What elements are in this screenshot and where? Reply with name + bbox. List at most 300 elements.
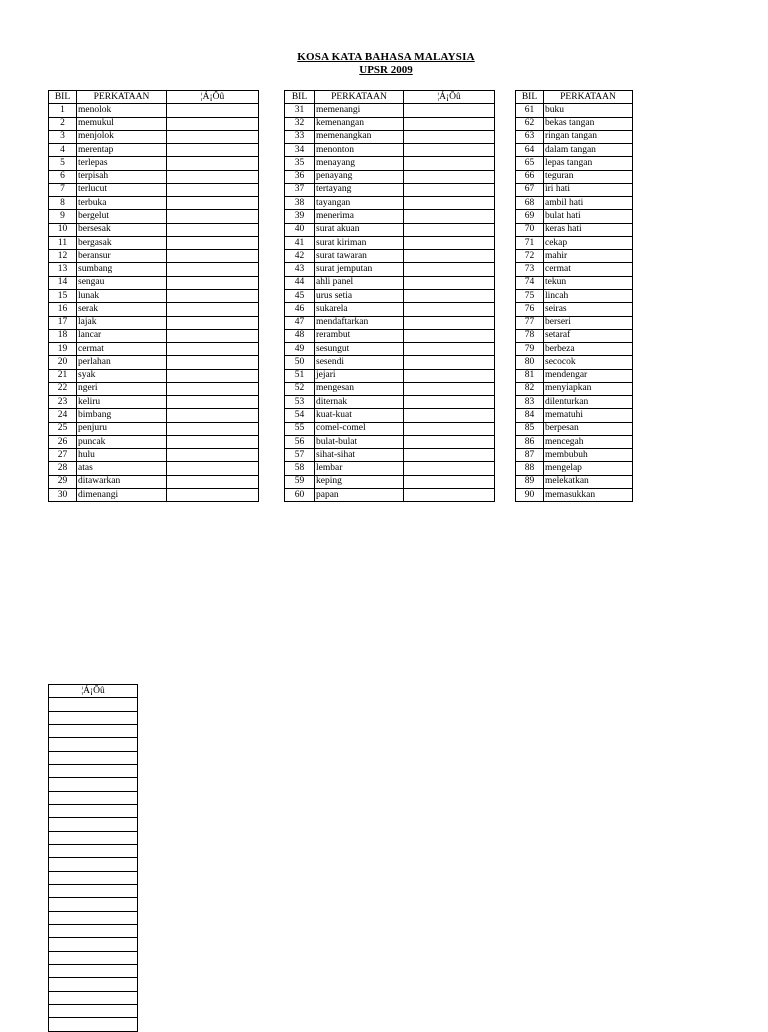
word-cell: merentap — [77, 144, 167, 157]
table-row — [49, 236, 259, 249]
table-row — [49, 924, 138, 937]
word-cell: ahli panel — [315, 276, 404, 289]
word-cell: lunak — [77, 289, 167, 302]
row-number: 53 — [285, 396, 315, 409]
blank-cell — [49, 924, 138, 937]
table-row — [49, 449, 259, 462]
word-cell: terbuka — [77, 197, 167, 210]
table-row — [516, 356, 633, 369]
word-cell: buku — [544, 104, 633, 117]
row-number: 15 — [49, 289, 77, 302]
row-number: 13 — [49, 263, 77, 276]
word-cell: memasukkan — [544, 488, 633, 501]
row-number: 74 — [516, 276, 544, 289]
row-number: 27 — [49, 449, 77, 462]
word-cell: bulat-bulat — [315, 435, 404, 448]
table-row — [49, 329, 259, 342]
row-number: 31 — [285, 104, 315, 117]
word-cell: cekap — [544, 236, 633, 249]
blank-cell — [404, 170, 495, 183]
col-header-perkataan: PERKATAAN — [77, 91, 167, 104]
word-cell: surat akuan — [315, 223, 404, 236]
word-cell: menerima — [315, 210, 404, 223]
table-row — [285, 343, 495, 356]
row-number: 88 — [516, 462, 544, 475]
row-number: 18 — [49, 329, 77, 342]
blank-cell — [49, 978, 138, 991]
word-cell: memukul — [77, 117, 167, 130]
word-cell: memenangi — [315, 104, 404, 117]
blank-cell — [404, 329, 495, 342]
word-cell: mendengar — [544, 369, 633, 382]
table-row — [285, 276, 495, 289]
blank-cell — [404, 210, 495, 223]
table-row — [49, 276, 259, 289]
row-number: 41 — [285, 236, 315, 249]
row-number: 45 — [285, 289, 315, 302]
row-number: 28 — [49, 462, 77, 475]
word-cell: dilenturkan — [544, 396, 633, 409]
blank-cell — [404, 117, 495, 130]
word-cell: terlucut — [77, 183, 167, 196]
table-row — [49, 382, 259, 395]
col-header-perkataan: PERKATAAN — [544, 91, 633, 104]
table-row — [285, 475, 495, 488]
table-row — [285, 250, 495, 263]
table-row — [285, 197, 495, 210]
word-cell: ambil hati — [544, 197, 633, 210]
word-cell: memenangkan — [315, 130, 404, 143]
table-row — [49, 818, 138, 831]
blank-cell — [49, 871, 138, 884]
word-cell: terlepas — [77, 157, 167, 170]
row-number: 86 — [516, 435, 544, 448]
blank-cell — [167, 223, 259, 236]
word-cell: seiras — [544, 303, 633, 316]
row-number: 51 — [285, 369, 315, 382]
row-number: 57 — [285, 449, 315, 462]
table-row — [516, 382, 633, 395]
row-number: 78 — [516, 329, 544, 342]
word-cell: bekas tangan — [544, 117, 633, 130]
row-number: 82 — [516, 382, 544, 395]
table-row — [285, 117, 495, 130]
row-number: 39 — [285, 210, 315, 223]
document-subtitle: UPSR 2009 — [359, 64, 413, 76]
blank-cell — [167, 183, 259, 196]
table-row — [49, 130, 259, 143]
table-row — [49, 409, 259, 422]
row-number: 85 — [516, 422, 544, 435]
word-cell: lancar — [77, 329, 167, 342]
blank-cell — [49, 964, 138, 977]
row-number: 26 — [49, 435, 77, 448]
word-cell: tekun — [544, 276, 633, 289]
table-row — [285, 144, 495, 157]
row-number: 42 — [285, 250, 315, 263]
blank-cell — [404, 409, 495, 422]
blank-cell — [167, 236, 259, 249]
table-row — [516, 488, 633, 501]
row-number: 36 — [285, 170, 315, 183]
table-row — [285, 435, 495, 448]
row-number: 66 — [516, 170, 544, 183]
blank-answer-table — [48, 684, 138, 1032]
blank-cell — [49, 911, 138, 924]
blank-cell — [167, 316, 259, 329]
table-row — [285, 488, 495, 501]
word-cell: tayangan — [315, 197, 404, 210]
row-number: 80 — [516, 356, 544, 369]
blank-cell — [404, 475, 495, 488]
table-row — [516, 117, 633, 130]
word-cell: berpesan — [544, 422, 633, 435]
word-cell: menolok — [77, 104, 167, 117]
table-row — [516, 170, 633, 183]
row-number: 70 — [516, 223, 544, 236]
table-row — [49, 911, 138, 924]
blank-cell — [49, 844, 138, 857]
blank-cell — [404, 343, 495, 356]
word-cell: surat tawaran — [315, 250, 404, 263]
table-row — [516, 289, 633, 302]
blank-cell — [49, 764, 138, 777]
row-number: 49 — [285, 343, 315, 356]
row-number: 7 — [49, 183, 77, 196]
row-number: 61 — [516, 104, 544, 117]
table-row — [49, 858, 138, 871]
table-row — [49, 343, 259, 356]
row-number: 81 — [516, 369, 544, 382]
row-number: 79 — [516, 343, 544, 356]
row-number: 68 — [516, 197, 544, 210]
blank-cell — [167, 170, 259, 183]
row-number: 47 — [285, 316, 315, 329]
word-cell: berseri — [544, 316, 633, 329]
word-cell: lembar — [315, 462, 404, 475]
blank-cell — [404, 197, 495, 210]
table-row — [285, 170, 495, 183]
blank-cell — [404, 183, 495, 196]
blank-cell — [49, 938, 138, 951]
blank-cell — [167, 303, 259, 316]
row-number: 38 — [285, 197, 315, 210]
word-cell: tertayang — [315, 183, 404, 196]
table-row — [516, 197, 633, 210]
blank-cell — [167, 435, 259, 448]
row-number: 3 — [49, 130, 77, 143]
blank-cell — [167, 409, 259, 422]
table-row — [285, 329, 495, 342]
row-number: 35 — [285, 157, 315, 170]
row-number: 50 — [285, 356, 315, 369]
table-row — [285, 210, 495, 223]
table-row — [49, 964, 138, 977]
blank-cell — [49, 751, 138, 764]
row-number: 67 — [516, 183, 544, 196]
table-row — [285, 369, 495, 382]
blank-cell — [167, 396, 259, 409]
word-cell: bergasak — [77, 236, 167, 249]
word-cell: penjuru — [77, 422, 167, 435]
table-row — [49, 356, 259, 369]
blank-cell — [167, 263, 259, 276]
word-cell: lincah — [544, 289, 633, 302]
blank-cell — [167, 329, 259, 342]
row-number: 33 — [285, 130, 315, 143]
table-row — [285, 409, 495, 422]
table-row — [516, 303, 633, 316]
word-cell: puncak — [77, 435, 167, 448]
table-row — [49, 978, 138, 991]
table-row — [516, 250, 633, 263]
table-row — [516, 435, 633, 448]
word-cell: secocok — [544, 356, 633, 369]
table-row — [516, 223, 633, 236]
blank-cell — [404, 263, 495, 276]
word-cell: hulu — [77, 449, 167, 462]
row-number: 4 — [49, 144, 77, 157]
table-row — [285, 223, 495, 236]
word-cell: melekatkan — [544, 475, 633, 488]
table-row — [516, 396, 633, 409]
table-row — [49, 711, 138, 724]
table-row — [285, 289, 495, 302]
blank-cell — [167, 382, 259, 395]
table-row — [285, 382, 495, 395]
table-header-row — [285, 91, 495, 104]
word-cell: cermat — [77, 343, 167, 356]
table-row — [49, 884, 138, 897]
table-row — [285, 104, 495, 117]
row-number: 89 — [516, 475, 544, 488]
row-number: 16 — [49, 303, 77, 316]
table-row — [49, 724, 138, 737]
word-cell: cermat — [544, 263, 633, 276]
word-cell: sukarela — [315, 303, 404, 316]
row-number: 40 — [285, 223, 315, 236]
table-row — [516, 343, 633, 356]
table-row — [49, 303, 259, 316]
row-number: 12 — [49, 250, 77, 263]
table-header-row — [516, 91, 633, 104]
word-cell: menjolok — [77, 130, 167, 143]
blank-cell — [404, 356, 495, 369]
word-cell: teguran — [544, 170, 633, 183]
blank-cell — [404, 130, 495, 143]
row-number: 32 — [285, 117, 315, 130]
blank-cell — [49, 1004, 138, 1017]
row-number: 14 — [49, 276, 77, 289]
row-number: 76 — [516, 303, 544, 316]
table-row — [49, 462, 259, 475]
table-row — [49, 250, 259, 263]
table-row — [285, 396, 495, 409]
row-number: 56 — [285, 435, 315, 448]
word-cell: iri hati — [544, 183, 633, 196]
table-row — [49, 117, 259, 130]
blank-cell — [404, 369, 495, 382]
row-number: 8 — [49, 197, 77, 210]
blank-cell — [49, 791, 138, 804]
word-cell: terpisah — [77, 170, 167, 183]
blank-cell — [404, 289, 495, 302]
table-row — [49, 804, 138, 817]
word-cell: sesendi — [315, 356, 404, 369]
table-row — [285, 449, 495, 462]
row-number: 25 — [49, 422, 77, 435]
blank-cell — [404, 144, 495, 157]
table-row — [49, 435, 259, 448]
word-cell: mencegah — [544, 435, 633, 448]
row-number: 11 — [49, 236, 77, 249]
table-row — [49, 698, 138, 711]
blank-cell — [167, 462, 259, 475]
blank-cell — [167, 356, 259, 369]
blank-cell — [167, 250, 259, 263]
word-cell: sumbang — [77, 263, 167, 276]
word-cell: perlahan — [77, 356, 167, 369]
table-row — [49, 751, 138, 764]
word-cell: mengelap — [544, 462, 633, 475]
row-number: 60 — [285, 488, 315, 501]
col-header-extra: ¦Á¡Ôû — [167, 91, 259, 104]
blank-cell — [49, 951, 138, 964]
word-cell: kemenangan — [315, 117, 404, 130]
row-number: 9 — [49, 210, 77, 223]
document-title: KOSA KATA BAHASA MALAYSIA — [297, 51, 475, 63]
word-cell: sihat-sihat — [315, 449, 404, 462]
word-cell: mematuhi — [544, 409, 633, 422]
table-row — [49, 210, 259, 223]
row-number: 46 — [285, 303, 315, 316]
table-row — [516, 263, 633, 276]
row-number: 24 — [49, 409, 77, 422]
table-row — [285, 236, 495, 249]
table-row — [49, 844, 138, 857]
table-row — [49, 157, 259, 170]
word-cell: kuat-kuat — [315, 409, 404, 422]
table-row — [285, 303, 495, 316]
row-number: 22 — [49, 382, 77, 395]
col-header-perkataan: PERKATAAN — [315, 91, 404, 104]
table-row — [516, 475, 633, 488]
blank-cell — [49, 858, 138, 871]
row-number: 73 — [516, 263, 544, 276]
table-row — [516, 236, 633, 249]
row-number: 17 — [49, 316, 77, 329]
row-number: 69 — [516, 210, 544, 223]
word-cell: keras hati — [544, 223, 633, 236]
blank-cell — [167, 475, 259, 488]
word-cell: bulat hati — [544, 210, 633, 223]
blank-cell — [49, 738, 138, 751]
row-number: 64 — [516, 144, 544, 157]
row-number: 6 — [49, 170, 77, 183]
row-number: 62 — [516, 117, 544, 130]
blank-cell — [404, 396, 495, 409]
row-number: 71 — [516, 236, 544, 249]
table-row — [49, 289, 259, 302]
word-cell: rerambut — [315, 329, 404, 342]
table-row — [516, 422, 633, 435]
row-number: 54 — [285, 409, 315, 422]
word-cell: berbeza — [544, 343, 633, 356]
word-cell: menayang — [315, 157, 404, 170]
table-row — [49, 316, 259, 329]
table-row — [285, 183, 495, 196]
word-cell: syak — [77, 369, 167, 382]
row-number: 43 — [285, 263, 315, 276]
table-row — [516, 276, 633, 289]
word-cell: membubuh — [544, 449, 633, 462]
table-row — [516, 449, 633, 462]
blank-cell — [404, 223, 495, 236]
table-row — [49, 422, 259, 435]
word-cell: setaraf — [544, 329, 633, 342]
row-number: 10 — [49, 223, 77, 236]
row-number: 21 — [49, 369, 77, 382]
blank-cell — [49, 818, 138, 831]
word-table-1 — [48, 90, 259, 502]
table-row — [49, 871, 138, 884]
word-cell: ngeri — [77, 382, 167, 395]
row-number: 2 — [49, 117, 77, 130]
word-cell: bergelut — [77, 210, 167, 223]
word-cell: menyiapkan — [544, 382, 633, 395]
table-row — [285, 422, 495, 435]
word-cell: urus setia — [315, 289, 404, 302]
row-number: 37 — [285, 183, 315, 196]
blank-cell — [167, 144, 259, 157]
table-row — [285, 263, 495, 276]
row-number: 90 — [516, 488, 544, 501]
table-row — [49, 938, 138, 951]
word-cell: mendaftarkan — [315, 316, 404, 329]
table-row — [49, 104, 259, 117]
word-cell: papan — [315, 488, 404, 501]
table-row — [516, 157, 633, 170]
table-row — [516, 130, 633, 143]
blank-cell — [167, 276, 259, 289]
row-number: 87 — [516, 449, 544, 462]
row-number: 23 — [49, 396, 77, 409]
blank-cell — [167, 422, 259, 435]
table-row — [49, 791, 138, 804]
table-row — [49, 898, 138, 911]
blank-cell — [404, 382, 495, 395]
table-row — [516, 369, 633, 382]
blank-cell — [49, 1018, 138, 1031]
blank-cell — [49, 724, 138, 737]
table-row — [516, 409, 633, 422]
table-row — [516, 144, 633, 157]
table-row — [49, 170, 259, 183]
row-number: 55 — [285, 422, 315, 435]
word-cell: dimenangi — [77, 488, 167, 501]
table-row — [285, 130, 495, 143]
word-cell: ringan tangan — [544, 130, 633, 143]
word-cell: sesungut — [315, 343, 404, 356]
table-row — [49, 1004, 138, 1017]
row-number: 75 — [516, 289, 544, 302]
col-header-bil: BIL — [49, 91, 77, 104]
row-number: 19 — [49, 343, 77, 356]
row-number: 63 — [516, 130, 544, 143]
table-row — [49, 223, 259, 236]
table-row — [516, 104, 633, 117]
table-row — [285, 356, 495, 369]
